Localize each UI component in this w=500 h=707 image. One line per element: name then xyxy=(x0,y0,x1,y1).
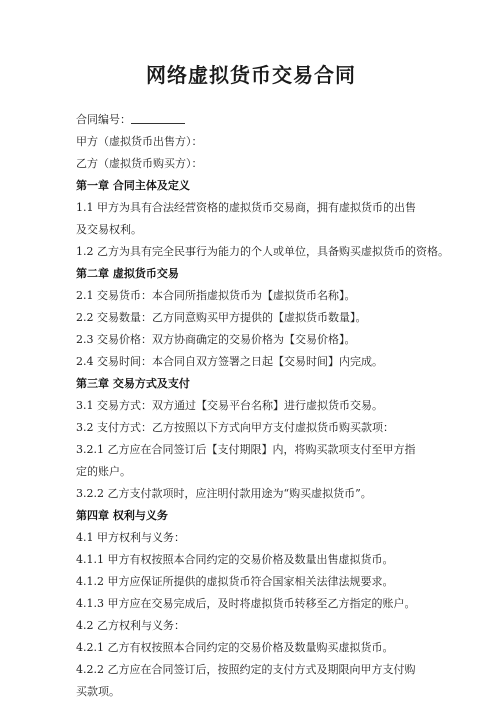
clause-4-2-1: 4.2.1 乙方有权按照本合同约定的交易价格及数量购买虚拟货币。 xyxy=(76,641,394,654)
clause-3-2-1: 3.2.1 乙方应在合同签订后【支付期限】内，将购买款项支付至甲方指定的账户。 xyxy=(76,443,416,478)
clause-2-4: 2.4 交易时间：本合同自双方签署之日起【交易时间】内完成。 xyxy=(76,355,383,368)
document-title: 网络虚拟货币交易合同 xyxy=(146,63,356,87)
clause-4-1-2: 4.1.2 甲方应保证所提供的虚拟货币符合国家相关法律法规要求。 xyxy=(76,575,394,588)
contract-number-line xyxy=(76,109,426,131)
party-a-line: 甲方（虚拟货币出售方）： xyxy=(76,135,203,148)
party-b-line: 乙方（虚拟货币购买方）： xyxy=(76,157,203,170)
clause-3-1: 3.1 交易方式：双方通过【交易平台名称】进行虚拟货币交易。 xyxy=(76,399,383,412)
clause-4-1-1: 4.1.1 甲方有权按照本合同约定的交易价格及数量出售虚拟货币。 xyxy=(76,553,394,566)
chapter-4-heading: 第四章 权利与义务 xyxy=(76,509,168,522)
clause-4-1: 4.1 甲方权利与义务： xyxy=(76,531,185,544)
clause-4-1-3: 4.1.3 甲方应在交易完成后，及时将虚拟货币转移至乙方指定的账户。 xyxy=(76,597,416,610)
contract-number-label: 合同编号： xyxy=(76,113,131,126)
clause-4-2-2: 4.2.2 乙方应在合同签订后，按照约定的支付方式及期限向甲方支付购买款项。 xyxy=(76,663,416,698)
clause-3-2: 3.2 支付方式：乙方按照以下方式向甲方支付虚拟货币购买款项： xyxy=(76,421,394,434)
clause-2-3: 2.3 交易价格：双方协商确定的交易价格为【交易价格】。 xyxy=(76,333,356,346)
contract-number-blank xyxy=(131,111,185,124)
clause-2-2: 2.2 交易数量：乙方同意购买甲方提供的【虚拟货币数量】。 xyxy=(76,311,367,324)
chapter-1-heading: 第一章 合同主体及定义 xyxy=(76,179,190,192)
clause-4-2: 4.2 乙方权利与义务： xyxy=(76,619,185,632)
clause-1-1: 1.1 甲方为具有合法经营资格的虚拟货币交易商，拥有虚拟货币的出售及交易权利。 xyxy=(76,201,416,236)
clause-2-1: 2.1 交易货币：本合同所指虚拟货币为【虚拟货币名称】。 xyxy=(76,289,356,302)
clause-1-2: 1.2 乙方为具有完全民事行为能力的个人或单位，具备购买虚拟货币的资格。 xyxy=(76,245,449,258)
clause-3-2-2: 3.2.2 乙方支付款项时，应注明付款用途为“购买虚拟货币”。 xyxy=(76,487,372,500)
chapter-3-heading: 第三章 交易方式及支付 xyxy=(76,377,190,390)
chapter-2-heading: 第二章 虚拟货币交易 xyxy=(76,267,179,280)
